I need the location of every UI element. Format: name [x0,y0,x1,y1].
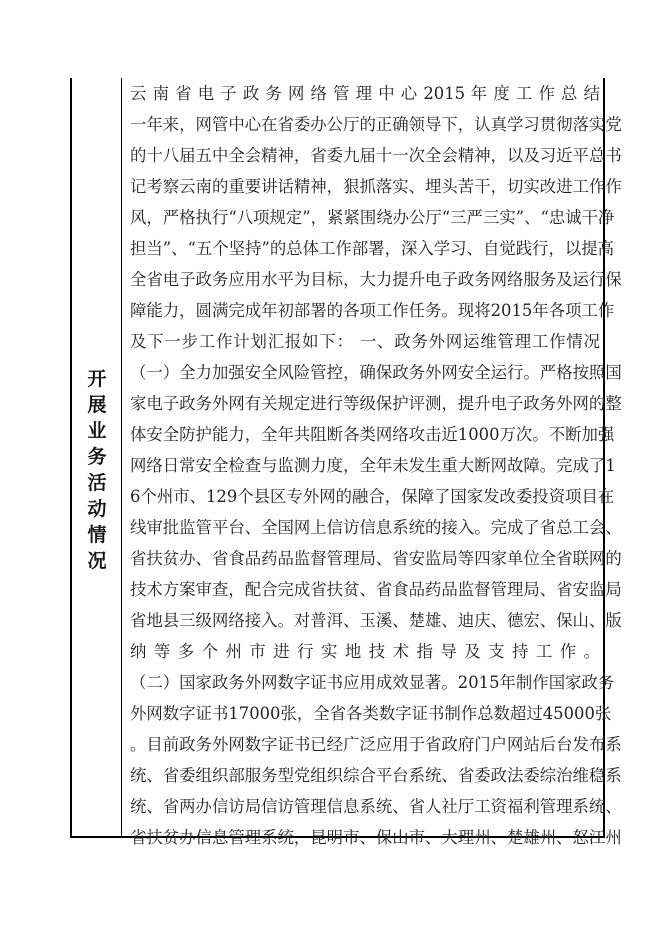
text-line: 全省电子政务应用水平为目标，大力提升电子政务网络服务及运行保 [130,270,622,289]
label-char: 情 [87,524,107,546]
text-line: 省扶贫办信息管理系统，昆明市、保山市、大理州、楚雄州、怒江州 [130,828,622,847]
text-line: 的十八届五中全会精神，省委九届十一次全会精神，以及习近平总书 [130,146,622,165]
label-char: 开 [87,368,107,390]
text-line: 网络日常安全检查与监测力度，全年未发生重大断网故障。完成了1 [130,456,616,475]
text-line: 风，严格执行“八项规定”，紧紧围绕办公厅“三严三实”、“忠诚干净 [130,208,615,227]
text-line: 纳 等 多 个 州 市 进 行 实 地 技 术 指 导 及 支 持 工 作 。 [130,642,600,661]
content-cell [122,78,622,847]
label-char: 活 [87,472,107,494]
text-line: 家电子政务外网有关规定进行等级保护评测，提升电子政务外网的整 [130,394,622,413]
section-label-cell [72,78,122,836]
text-line: 担当”、“五个坚持”的总体工作部署，深入学习、自觉践行，以提高 [130,239,615,258]
text-line: 外网数字证书17000张，全省各类数字证书制作总数超过45000张 [130,704,612,723]
text-line: 省地县三级网络接入。对普洱、玉溪、楚雄、迪庆、德宏、保山、版 [130,611,622,630]
text-line: 体安全防护能力，全年共阻断各类网络攻击近1000万次。不断加强 [130,425,615,444]
text-line: 障能力，圆满完成年初部署的各项工作任务。现将2015年各项工作 [130,301,615,320]
label-char: 动 [87,498,107,520]
text-line: 。目前政务外网数字证书已经广泛应用于省政府门户网站后台发布系 [130,735,622,754]
label-char: 务 [87,446,107,468]
text-line: 统、省委组织部服务型党组织综合平台系统、省委政法委综治维稳系 [130,766,622,785]
label-char: 展 [87,394,107,416]
text-line: 省扶贫办、省食品药品监督管理局、省安监局等四家单位全省联网的 [130,549,622,568]
text-line: 云 南 省 电 子 政 务 网 络 管 理 中 心 2015 年 度 工 作 总 结 [130,84,600,103]
section-label [72,366,122,574]
text-line: （二）国家政务外网数字证书应用成效显著。2015年制作国家政务 [130,673,615,692]
text-line: （一）全力加强安全风险管控，确保政务外网安全运行。严格按照国 [130,363,622,382]
text-line: 及下一步工作计划汇报如下： 一、政务外网运维管理工作情况 [130,332,600,351]
text-line: 技术方案审查，配合完成省扶贫、省食品药品监督管理局、省安监局 [130,580,622,599]
text-line: 6个州市、129个县区专外网的融合，保障了国家发改委投资项目在 [130,487,615,506]
report-table [70,78,622,847]
text-line: 一年来，网管中心在省委办公厅的正确领导下，认真学习贯彻落实党 [130,115,622,134]
label-char: 业 [87,420,107,442]
text-line: 统、省两办信访局信访管理信息系统、省人社厅工资福利管理系统、 [130,797,622,816]
text-line: 记考察云南的重要讲话精神，狠抓落实、埋头苦干，切实改进工作作 [130,177,622,196]
text-line: 线审批监管平台、全国网上信访信息系统的接入。完成了省总工会、 [130,518,622,537]
body-text [130,78,622,853]
label-char: 况 [87,550,107,572]
